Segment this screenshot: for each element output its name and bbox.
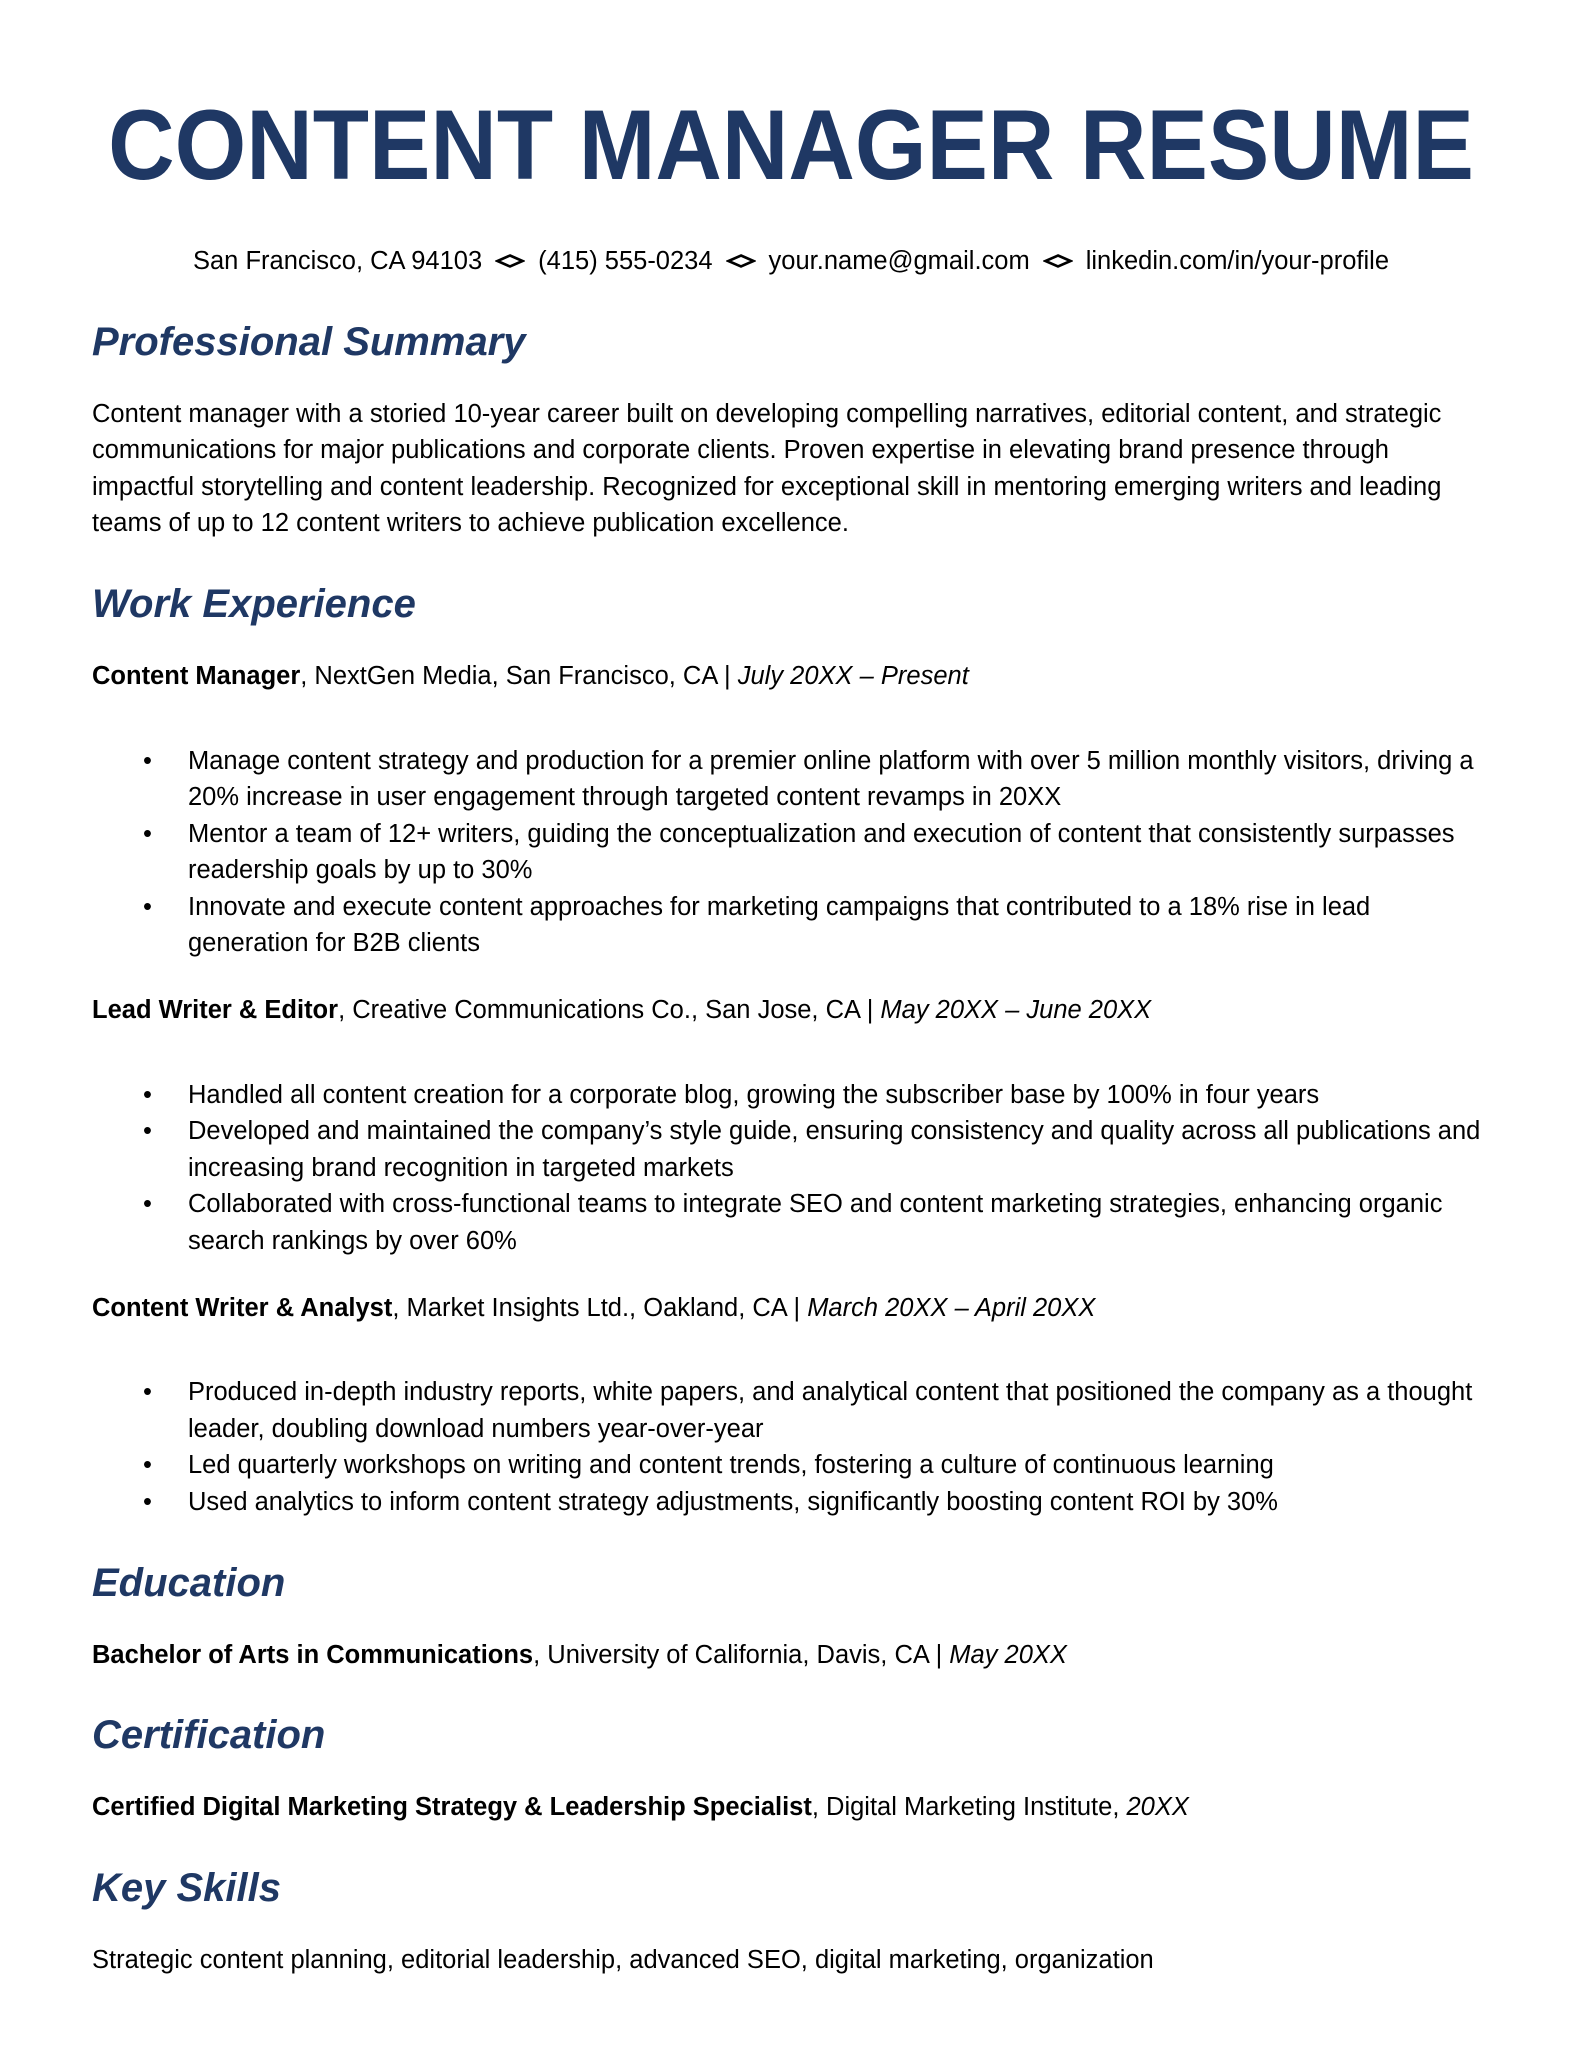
certification-entry: [92, 1789, 1490, 1826]
job-dates: May 20XX – June 20XX: [880, 996, 1152, 1025]
education-entry: [92, 1637, 1490, 1674]
certification-meta: , Digital Marketing Institute,: [811, 1793, 1127, 1822]
job-dates: March 20XX – April 20XX: [807, 1293, 1096, 1322]
job-bullet: • Innovate and execute content approaches for marketing campaigns that contributed to a 18% rise in lead generation for B2B clients: [188, 889, 1490, 962]
job-bullet: • Used analytics to inform content strategy adjustments, significantly boosting content ROI by 30%: [188, 1484, 1490, 1521]
diamond-icon: [495, 254, 525, 268]
degree-name: Bachelor of Arts in Communications: [92, 1640, 534, 1669]
section-heading-summary: Professional Summary: [92, 319, 526, 364]
job-header: [92, 658, 1490, 695]
section-heading-certification: Certification: [92, 1713, 326, 1758]
job-bullet: • Handled all content creation for a corporate blog, growing the subscriber base by 100% in four years: [188, 1077, 1490, 1114]
job-bullet-list: [92, 743, 1490, 963]
job-bullet: • Produced in-depth industry reports, white papers, and analytical content that positioned the company as a thought leader, doubling download numbers year-over-year: [188, 1374, 1490, 1447]
contact-location: San Francisco, CA 94103: [192, 246, 483, 275]
page-title: CONTENT MANAGER RESUME: [108, 89, 1474, 200]
job-title: Content Writer & Analyst: [92, 1293, 393, 1322]
job-bullet: • Manage content strategy and production for a premier online platform with over 5 million monthly visitors, driving a 20% increase in user engagement through targeted content revamps in 20XX: [188, 743, 1490, 816]
education-meta: , University of California, Davis, CA |: [533, 1640, 950, 1669]
section-heading-key-skills: Key Skills: [92, 1865, 282, 1910]
job-meta: , NextGen Media, San Francisco, CA |: [300, 661, 738, 690]
job-bullet: • Collaborated with cross-functional teams to integrate SEO and content marketing strategies, enhancing organic search rankings by over 60%: [188, 1186, 1490, 1259]
skills-line: Strategic content planning, editorial leadership, advanced SEO, digital marketing, organization: [92, 1945, 1154, 1974]
job-meta: , Market Insights Ltd., Oakland, CA |: [392, 1293, 808, 1322]
contact-email: your.name@gmail.com: [768, 246, 1030, 275]
diamond-icon: [726, 254, 756, 268]
contact-linkedin: linkedin.com/in/your-profile: [1085, 246, 1390, 275]
contact-phone: (415) 555-0234: [538, 246, 713, 275]
job-meta: , Creative Communications Co., San Jose, CA |: [338, 996, 881, 1025]
section-heading-work-experience: Work Experience: [92, 581, 416, 626]
job-bullet-list: [92, 1374, 1490, 1520]
job-header: [92, 992, 1490, 1029]
job-bullet-list: [92, 1077, 1490, 1260]
certification-name: Certified Digital Marketing Strategy & Leadership Specialist: [92, 1793, 812, 1822]
job-dates: July 20XX – Present: [737, 661, 969, 690]
section-heading-education: Education: [92, 1560, 286, 1605]
job-header: [92, 1290, 1490, 1327]
job-bullet: • Developed and maintained the company’s style guide, ensuring consistency and quality across all publications and increasing brand recognition in targeted markets: [188, 1113, 1490, 1186]
summary-paragraph: Content manager with a storied 10-year career built on developing compelling narratives, editorial content, and strategic communications for major publications and corporate clients. Proven expertise in elevating brand presence through impactful storytelling and content leadership. Recognized for exceptional skill in mentoring emerging writers and leading teams of up to 12 content writers to achieve publication excellence.: [92, 399, 1442, 538]
job-bullet: • Led quarterly workshops on writing and content trends, fostering a culture of continuous learning: [188, 1447, 1490, 1484]
education-dates: May 20XX: [949, 1640, 1067, 1669]
job-bullet: • Mentor a team of 12+ writers, guiding the conceptualization and execution of content that consistently surpasses readership goals by up to 30%: [188, 816, 1490, 889]
diamond-icon: [1043, 254, 1073, 268]
job-title: Content Manager: [92, 661, 301, 690]
certification-dates: 20XX: [1126, 1793, 1189, 1822]
contact-line: [0, 243, 1582, 280]
job-title: Lead Writer & Editor: [92, 996, 339, 1025]
